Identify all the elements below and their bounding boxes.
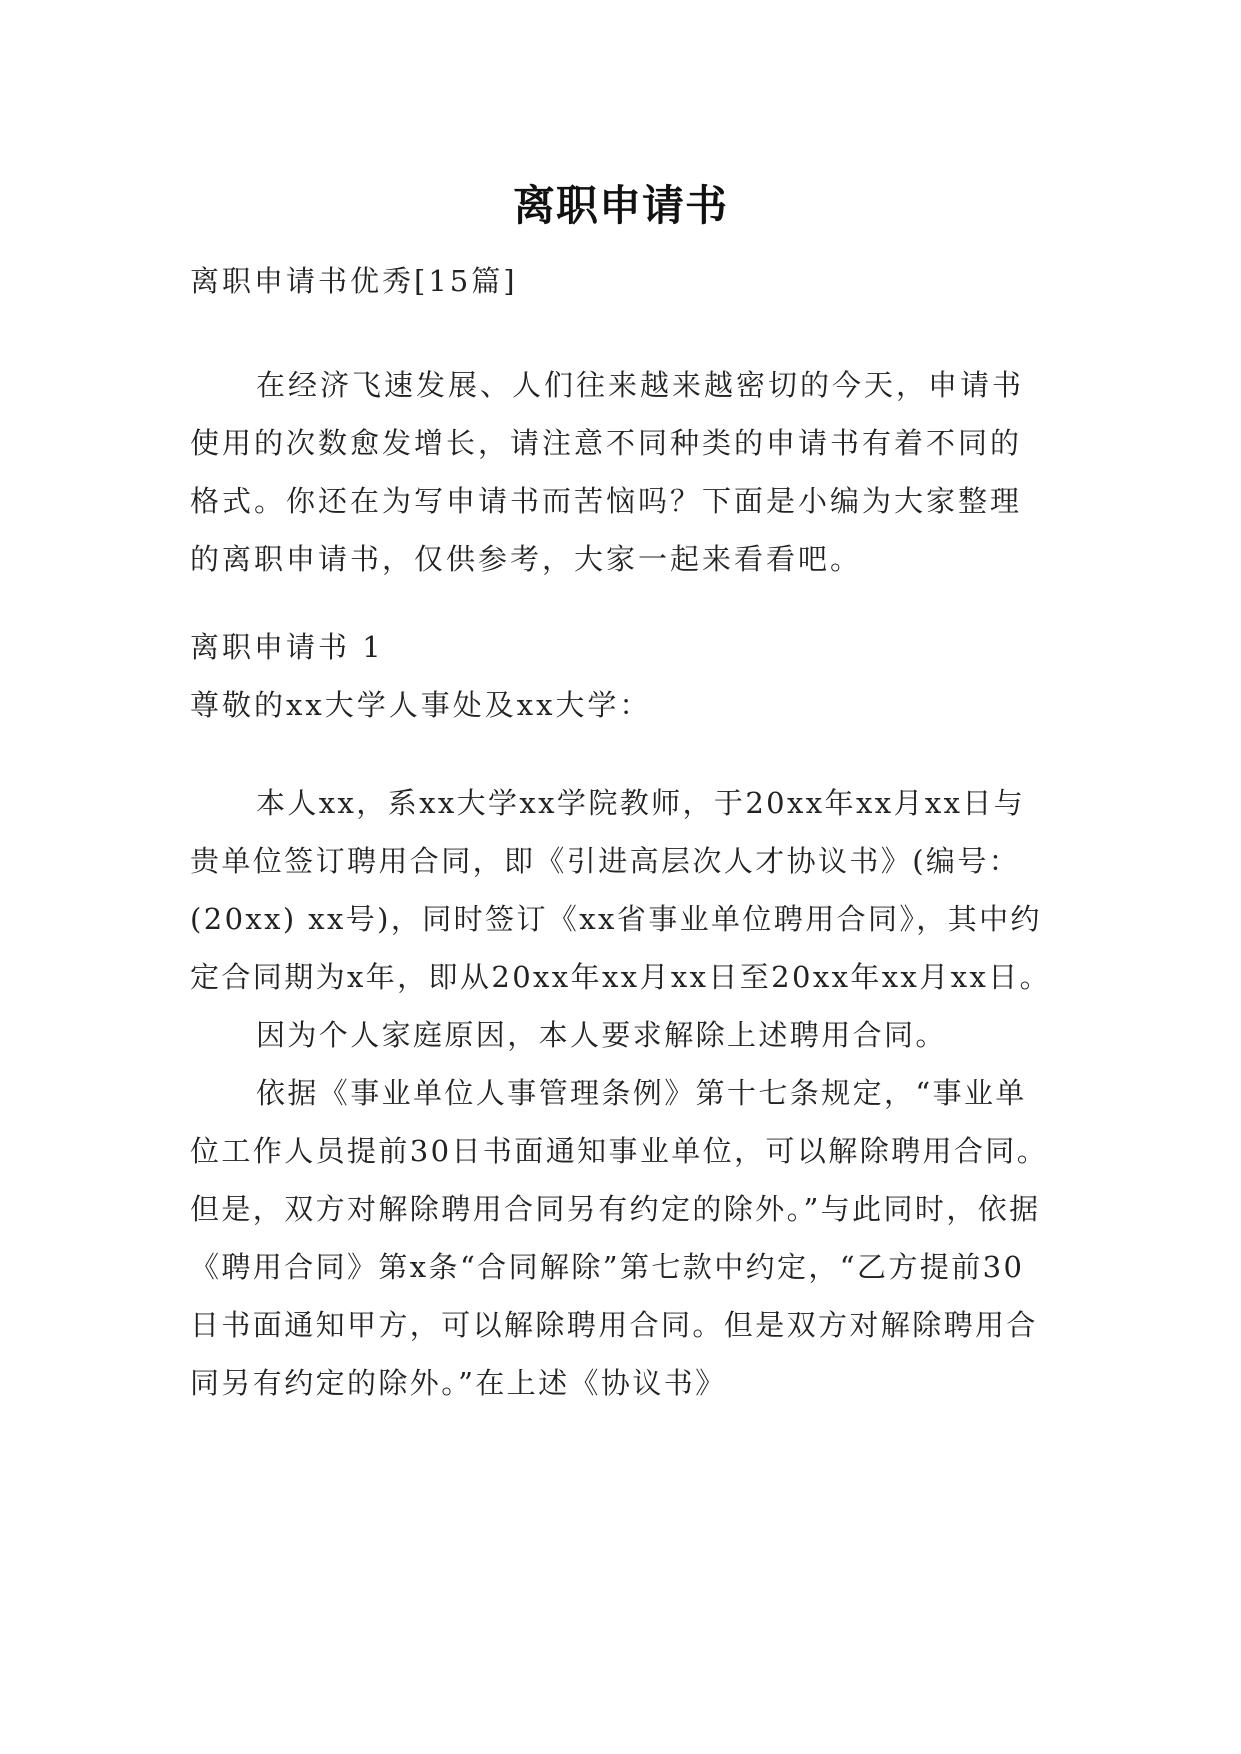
document-title: 离职申请书 xyxy=(512,181,728,231)
letter-body xyxy=(190,774,1052,1412)
section-heading: 离职申请书 1 xyxy=(190,630,384,664)
body-paragraph: 依据《事业单位人事管理条例》第十七条规定，“事业单位工作人员提前30日书面通知事业单位，可以解除聘用合同。但是，双方对解除聘用合同另有约定的除外。”与此同时，依据《聘用合同》第x条“合同解除”第七款中约定，“乙方提前30日书面通知甲方，可以解除聘用合同。但是双方对解除聘用合同另有约定的除外。”在上述《协议书》 xyxy=(190,1076,1049,1400)
document-subtitle: 离职申请书优秀[15篇] xyxy=(190,264,518,298)
intro-block xyxy=(190,356,1052,588)
body-paragraph: 本人xx，系xx大学xx学院教师，于20xx年xx月xx日与贵单位签订聘用合同，即《引进高层次人才协议书》(编号：(20xx) xx号)，同时签订《xx省事业单位聘用合同》，其中约定合同期为x年，即从20xx年xx月xx日至20xx年xx月xx日。 xyxy=(190,786,1052,994)
letter-header-block xyxy=(190,618,1052,734)
subtitle-block xyxy=(190,252,1052,310)
letter-salutation: 尊敬的xx大学人事处及xx大学： xyxy=(190,688,652,722)
body-paragraph: 因为个人家庭原因，本人要求解除上述聘用合同。 xyxy=(256,1018,947,1052)
intro-paragraph: 在经济飞速发展、人们往来越来越密切的今天，申请书使用的次数愈发增长，请注意不同种类的申请书有着不同的格式。你还在为写申请书而苦恼吗？下面是小编为大家整理的离职申请书，仅供参考，大家一起来看看吧。 xyxy=(190,368,1025,576)
